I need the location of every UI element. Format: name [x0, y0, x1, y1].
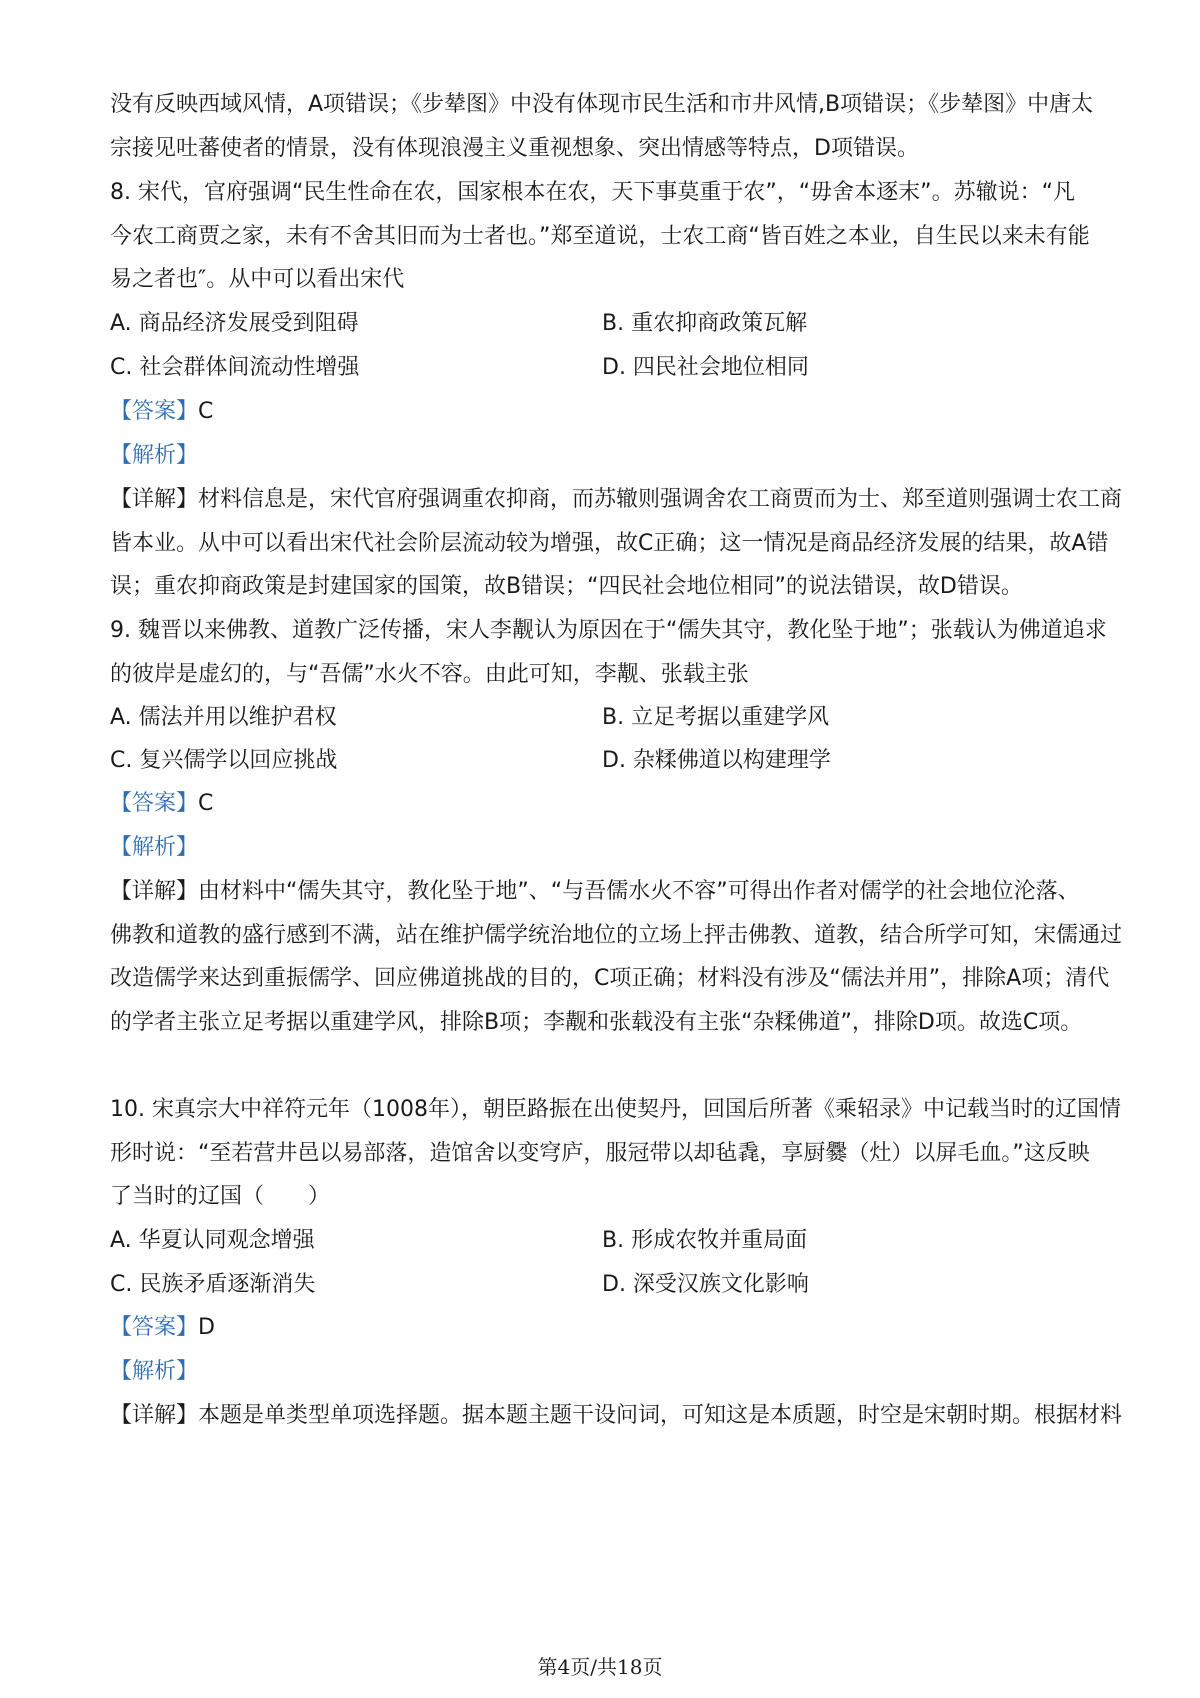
q8-option-a: A. 商品经济发展受到阻碍: [110, 311, 359, 336]
q10-answer-value: D: [198, 1315, 215, 1340]
q9-detail-line-3: 改造儒学来达到重振儒学、回应佛道挑战的目的，C项正确；材料没有涉及“儒法并用”，排除A项；清代: [110, 966, 1110, 991]
q9-option-d: D. 杂糅佛道以构建理学: [602, 748, 831, 773]
q10-option-c: C. 民族矛盾逐渐消失: [110, 1272, 316, 1297]
page-number: 第4页/共18页: [537, 1655, 663, 1679]
q8-answer-value: C: [198, 399, 214, 424]
answer-tag: 【答案】: [110, 791, 199, 816]
q9-option-c: C. 复兴儒学以回应挑战: [110, 748, 338, 773]
q10-stem-line-1: 10. 宋真宗大中祥符元年（1008年），朝臣路振在出使契丹，回国后所著《乘轺录》中记载当时的辽国情: [110, 1097, 1121, 1122]
q8-detail-line-1: 【详解】材料信息是，宋代官府强调重农抑商，而苏辙则强调舍农工商贾而为士、郑至道则强调士农工商: [110, 487, 1123, 512]
detail-tag: 【详解】: [110, 879, 199, 904]
q9-answer-value: C: [198, 791, 214, 816]
q8-option-c: C. 社会群体间流动性增强: [110, 355, 360, 380]
q10-option-d: D. 深受汉族文化影响: [602, 1272, 809, 1297]
q8-stem-line-3: 易之者也″。从中可以看出宋代: [110, 267, 405, 292]
q8-answer: [110, 397, 1110, 427]
prev-detail-line-1: 没有反映西域风情，A项错误；《步辇图》中没有体现市民生活和市井风情,B项错误；《步辇图》中唐太: [110, 92, 1094, 117]
q9-answer: [110, 789, 1110, 819]
q9-detail-line-2: 佛教和道教的盛行感到不满，站在维护儒学统治地位的立场上抨击佛教、道教，结合所学可知，宋儒通过: [110, 923, 1123, 948]
q9-detail-line-1: 【详解】由材料中“儒失其守，教化坠于地”、“与吾儒水火不容”可得出作者对儒学的社会地位沦落、: [110, 879, 1080, 904]
q9-option-b: B. 立足考据以重建学风: [602, 705, 830, 730]
detail-tag: 【详解】: [110, 487, 199, 512]
q10-answer: [110, 1313, 1110, 1343]
q9-option-a: A. 儒法并用以维护君权: [110, 705, 337, 730]
q9-stem-line-2: 的彼岸是虚幻的，与“吾儒”水火不容。由此可知，李觏、张载主张: [110, 662, 749, 687]
detail-tag: 【详解】: [110, 1403, 199, 1428]
q9-detail-line-4: 的学者主张立足考据以重建学风，排除B项；李觏和张载没有主张“杂糅佛道”，排除D项。故选C项。: [110, 1010, 1083, 1035]
q8-stem-line-2: 今农工商贾之家，未有不舍其旧而为士者也。”郑至道说，士农工商“皆百姓之本业，自生民以来未有能: [110, 224, 1090, 249]
q8-detail-line-3: 误；重农抑商政策是封建国家的国策，故B错误；“四民社会地位相同”的说法错误，故D错误。: [110, 574, 1023, 599]
q8-analysis-tag: 【解析】: [110, 443, 199, 468]
q8-option-d: D. 四民社会地位相同: [602, 355, 809, 380]
q8-stem-line-1: 8. 宋代，官府强调“民生性命在农，国家根本在农，天下事莫重于农”，“毋舍本逐末”。苏辙说：“凡: [110, 180, 1075, 205]
q8-detail-line-2: 皆本业。从中可以看出宋代社会阶层流动较为增强，故C正确；这一情况是商品经济发展的结果，故A错: [110, 531, 1109, 556]
answer-tag: 【答案】: [110, 399, 199, 424]
q9-analysis-tag: 【解析】: [110, 835, 199, 860]
q10-stem-line-3: 了当时的辽国（ ）: [110, 1184, 331, 1209]
answer-tag: 【答案】: [110, 1315, 199, 1340]
q10-option-b: B. 形成农牧并重局面: [602, 1228, 808, 1253]
q10-option-a: A. 华夏认同观念增强: [110, 1228, 315, 1253]
q9-stem-line-1: 9. 魏晋以来佛教、道教广泛传播，宋人李觏认为原因在于“儒失其守，教化坠于地”；张载认为佛道追求: [110, 618, 1107, 643]
q10-stem-line-2: 形时说：“至若营井邑以易部落，造馆舍以变穹庐，服冠带以却毡毳，享厨爨（灶）以屏毛血。”这反映: [110, 1141, 1090, 1166]
q8-option-b: B. 重农抑商政策瓦解: [602, 311, 808, 336]
q10-detail-line-1: 【详解】本题是单类型单项选择题。据本题主题干设问词，可知这是本质题，时空是宋朝时期。根据材料: [110, 1403, 1123, 1428]
q10-analysis-tag: 【解析】: [110, 1359, 199, 1384]
prev-detail-line-2: 宗接见吐蕃使者的情景，没有体现浪漫主义重视想象、突出情感等特点，D项错误。: [110, 136, 919, 161]
